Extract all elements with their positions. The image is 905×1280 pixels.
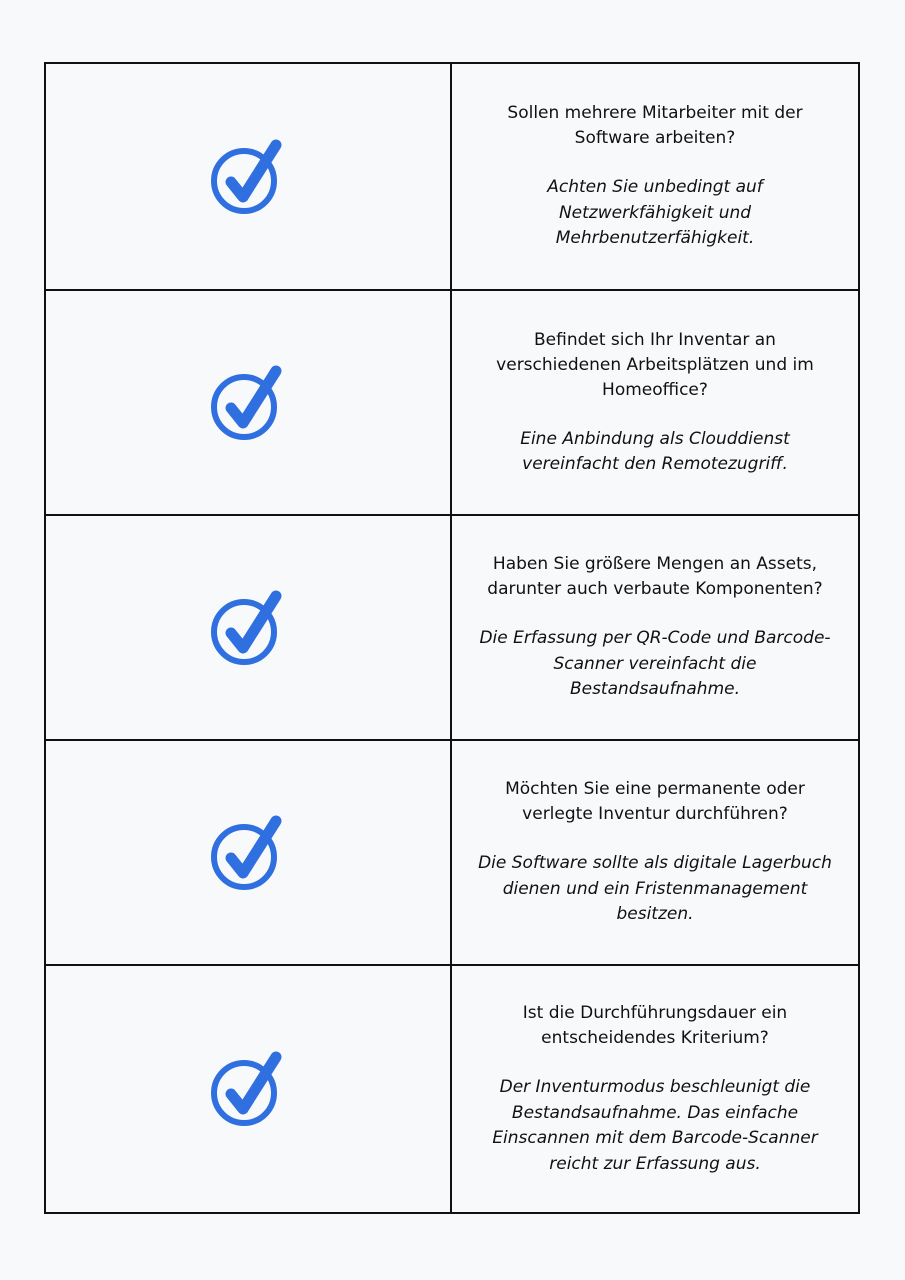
question-text: Befindet sich Ihr Inventar an verschiedenen Arbeitsplätzen und im Homeoffice? xyxy=(496,329,814,400)
icon-cell xyxy=(46,516,452,739)
answer-text: Eine Anbindung als Clouddienst vereinfacht den Remotezugriff. xyxy=(520,428,790,474)
text-cell xyxy=(452,966,858,1212)
checkmark-circle-icon xyxy=(210,137,286,217)
text-cell xyxy=(452,516,858,739)
table-row xyxy=(46,739,858,964)
checkmark-circle-icon xyxy=(210,813,286,893)
icon-cell xyxy=(46,291,452,514)
question-text: Sollen mehrere Mitarbeiter mit der Software arbeiten? xyxy=(507,103,803,149)
text-cell xyxy=(452,741,858,964)
table-row xyxy=(46,289,858,514)
text-cell xyxy=(452,64,858,289)
checkmark-circle-icon xyxy=(210,363,286,443)
text-cell xyxy=(452,291,858,514)
icon-cell xyxy=(46,966,452,1212)
question-text: Haben Sie größere Mengen an Assets, darunter auch verbaute Komponenten? xyxy=(487,554,823,600)
question-text: Möchten Sie eine permanente oder verlegte Inventur durchführen? xyxy=(505,779,805,825)
icon-cell xyxy=(46,741,452,964)
answer-text: Die Erfassung per QR-Code und Barcode- Scanner vereinfacht die Bestandsaufnahme. xyxy=(479,628,831,700)
checkmark-circle-icon xyxy=(210,588,286,668)
answer-text: Achten Sie unbedingt auf Netzwerkfähigkeit und Mehrbenutzerfähigkeit. xyxy=(547,177,763,249)
table-row xyxy=(46,64,858,289)
checkmark-circle-icon xyxy=(210,1049,286,1129)
checklist-table xyxy=(44,62,860,1214)
answer-text: Der Inventurmodus beschleunigt die Bestandsaufnahme. Das einfache Einscannen mit dem Barcode-Scanner reicht zur Erfassung aus. xyxy=(492,1077,818,1174)
question-text: Ist die Durchführungsdauer ein entscheidendes Kriterium? xyxy=(522,1003,788,1048)
table-row xyxy=(46,514,858,739)
icon-cell xyxy=(46,64,452,289)
answer-text: Die Software sollte als digitale Lagerbuch dienen und ein Fristenmanagement besitzen. xyxy=(478,853,832,925)
table-row xyxy=(46,964,858,1212)
